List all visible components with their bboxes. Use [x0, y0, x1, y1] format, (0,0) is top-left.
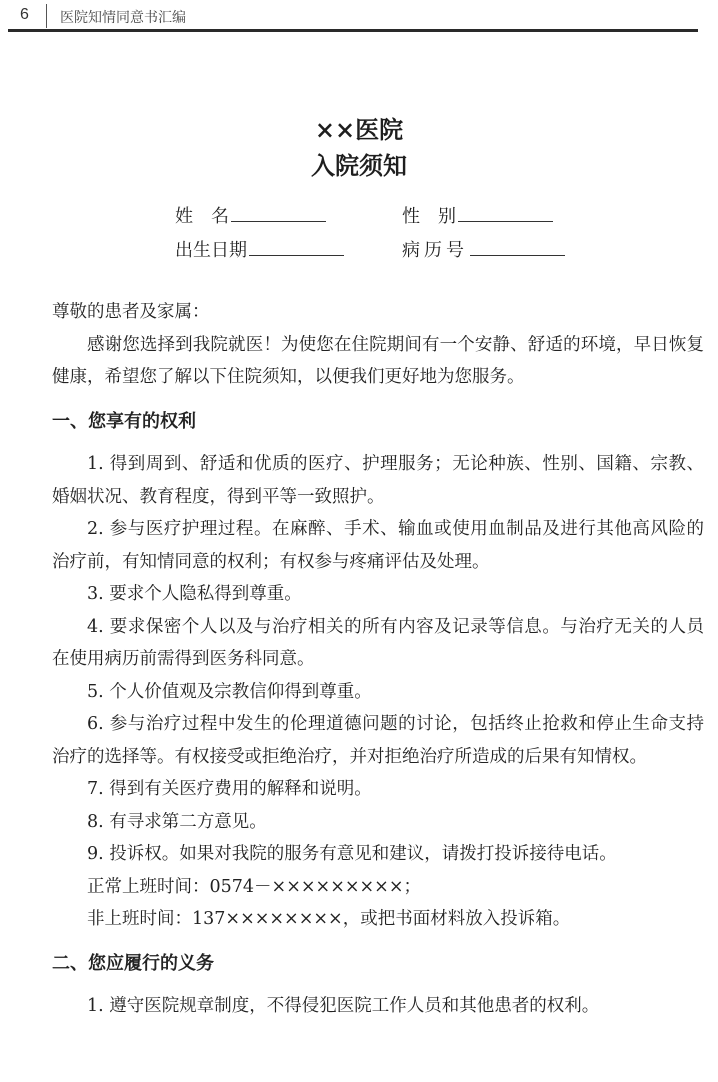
document-title: 入院须知: [311, 151, 407, 180]
name-blank[interactable]: [231, 203, 326, 222]
record-number-field: [402, 236, 565, 262]
rights-item: 1. 得到周到、舒适和优质的医疗、护理服务；无论种族、性别、国籍、宗教、婚姻状况、教育程度，得到平等一致照护。: [52, 454, 704, 507]
intro-paragraph: 感谢您选择到我院就医！为使您在住院期间有一个安静、舒适的环境，早日恢复健康，希望您了解以下住院须知，以便我们更好地为您服务。: [52, 334, 704, 387]
record-number-label: 病历号: [402, 240, 468, 261]
rights-item: 9. 投诉权。如果对我院的服务有意见和建议，请拨打投诉接待电话。: [87, 844, 617, 864]
rights-item: 8. 有寻求第二方意见。: [87, 811, 267, 832]
rights-item: 3. 要求个人隐私得到尊重。: [87, 584, 302, 604]
notice-body: [52, 296, 704, 1023]
duties-item: 1. 遵守医院规章制度，不得侵犯医院工作人员和其他患者的权利。: [87, 996, 600, 1016]
page-number: 6: [20, 6, 29, 23]
name-field: [175, 202, 326, 228]
duties-heading: 二、您应履行的义务: [52, 952, 214, 974]
birthdate-blank[interactable]: [249, 237, 344, 256]
rights-item: 6. 参与治疗过程中发生的伦理道德问题的讨论，包括终止抢救和停止生命支持治疗的选择等。有权接受或拒绝治疗，并对拒绝治疗所造成的后果有知情权。: [52, 714, 704, 767]
birthdate-field: [175, 236, 344, 262]
gender-label: 性 别: [402, 206, 456, 227]
complaint-phone-offhours: 非上班时间：137××××××××，或把书面材料放入投诉箱。: [87, 909, 571, 929]
rights-item: 2. 参与医疗护理过程。在麻醉、手术、输血或使用血制品及进行其他高风险的治疗前，有知情同意的权利；有权参与疼痛评估及处理。: [52, 519, 704, 572]
header-separator: [46, 4, 47, 28]
page-header: [0, 0, 718, 32]
greeting: 尊敬的患者及家属：: [52, 302, 210, 322]
record-number-blank[interactable]: [470, 237, 565, 256]
rights-heading: 一、您享有的权利: [52, 410, 196, 432]
name-label: 姓 名: [175, 206, 229, 227]
gender-field: [402, 202, 553, 228]
rights-item: 4. 要求保密个人以及与治疗相关的所有内容及记录等信息。与治疗无关的人员在使用病历前需得到医务科同意。: [52, 616, 704, 669]
birthdate-label: 出生日期: [175, 240, 247, 261]
hospital-title: ××医院: [314, 115, 404, 144]
rights-item: 5. 个人价值观及宗教信仰得到尊重。: [87, 681, 372, 702]
complaint-phone-work: 正常上班时间：0574－×××××××××；: [87, 876, 422, 897]
gender-blank[interactable]: [458, 203, 553, 222]
header-rule: [8, 29, 698, 32]
book-title: 医院知情同意书汇编: [60, 10, 186, 26]
rights-item: 7. 得到有关医疗费用的解释和说明。: [87, 779, 372, 799]
